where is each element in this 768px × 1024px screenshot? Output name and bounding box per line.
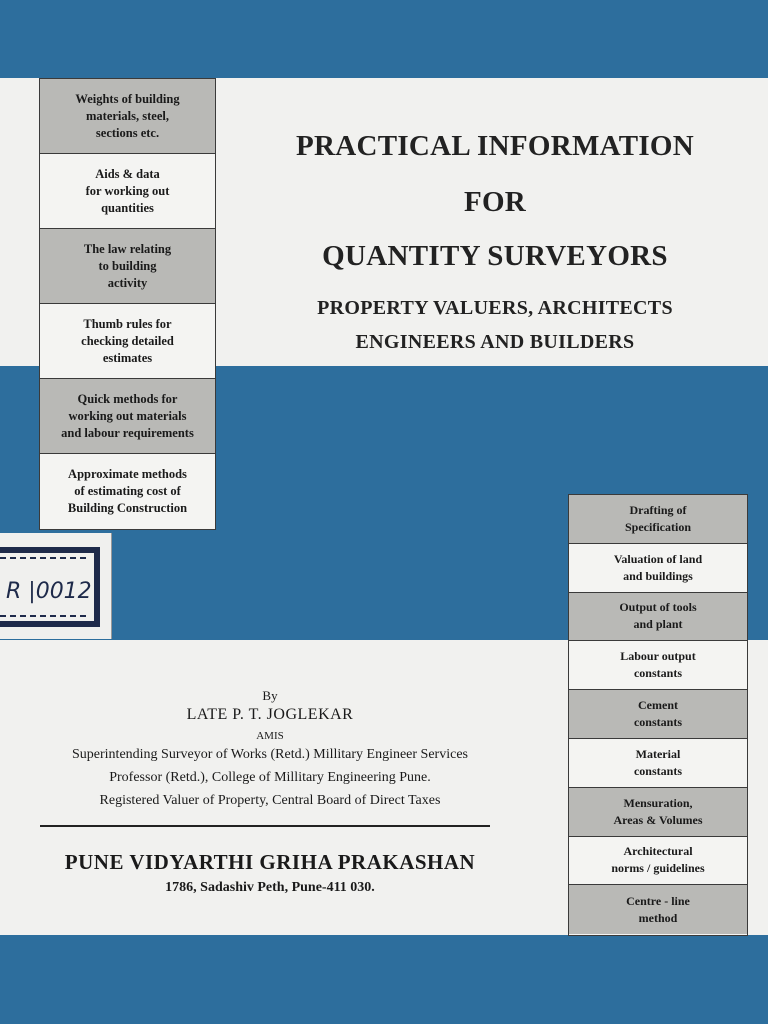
right-tab: Mensuration, Areas & Volumes — [569, 788, 747, 837]
author-line-1: Superintending Surveyor of Works (Retd.) Millitary Engineer Services — [72, 747, 468, 762]
left-topic-tabs — [39, 78, 216, 530]
subtitle-line-1: PROPERTY VALUERS, ARCHITECTS — [317, 297, 673, 319]
divider-rule — [40, 825, 490, 827]
publisher-address: 1786, Sadashiv Peth, Pune-411 030. — [165, 880, 375, 895]
subtitle-line-2: ENGINEERS AND BUILDERS — [355, 331, 635, 353]
left-tab: Weights of building materials, steel, sections etc. — [40, 79, 215, 154]
right-tab: Drafting of Specification — [569, 495, 747, 544]
publisher-name: PUNE VIDYARTHI GRIHA PRAKASHAN — [64, 850, 476, 874]
title-line-2: FOR — [463, 186, 527, 218]
right-tab: Centre - line method — [569, 885, 747, 934]
right-tab: Output of tools and plant — [569, 593, 747, 642]
author-credential: AMIS — [256, 730, 284, 742]
author-name: LATE P. T. JOGLEKAR — [186, 706, 354, 723]
right-tab: Architectural norms / guidelines — [569, 837, 747, 886]
by-label: By — [262, 688, 278, 703]
right-tab: Cement constants — [569, 690, 747, 739]
left-tab: Quick methods for working out materials and labour requirements — [40, 379, 215, 454]
left-tab: Approximate methods of estimating cost of Building Construction — [67, 467, 188, 515]
left-tab: Aids & data for working out quantities — [40, 154, 215, 229]
left-tab: Thumb rules for checking detailed estimates — [40, 304, 215, 379]
stamp-text: R |0012 — [6, 579, 92, 604]
title-line-1: PRACTICAL INFORMATION — [295, 130, 695, 162]
author-line-3: Registered Valuer of Property, Central Board of Direct Taxes — [99, 793, 441, 808]
right-tab: Labour output constants — [569, 641, 747, 690]
title-line-3: QUANTITY SURVEYORS — [322, 240, 668, 272]
author-line-2: Professor (Retd.), College of Millitary Engineering Pune. — [109, 770, 431, 785]
left-tab: The law relating to building activity — [40, 229, 215, 304]
right-tab: Material constants — [569, 739, 747, 788]
library-stamp — [0, 533, 112, 639]
right-tab: Valuation of land and buildings — [569, 544, 747, 593]
right-topic-tabs — [568, 494, 748, 936]
